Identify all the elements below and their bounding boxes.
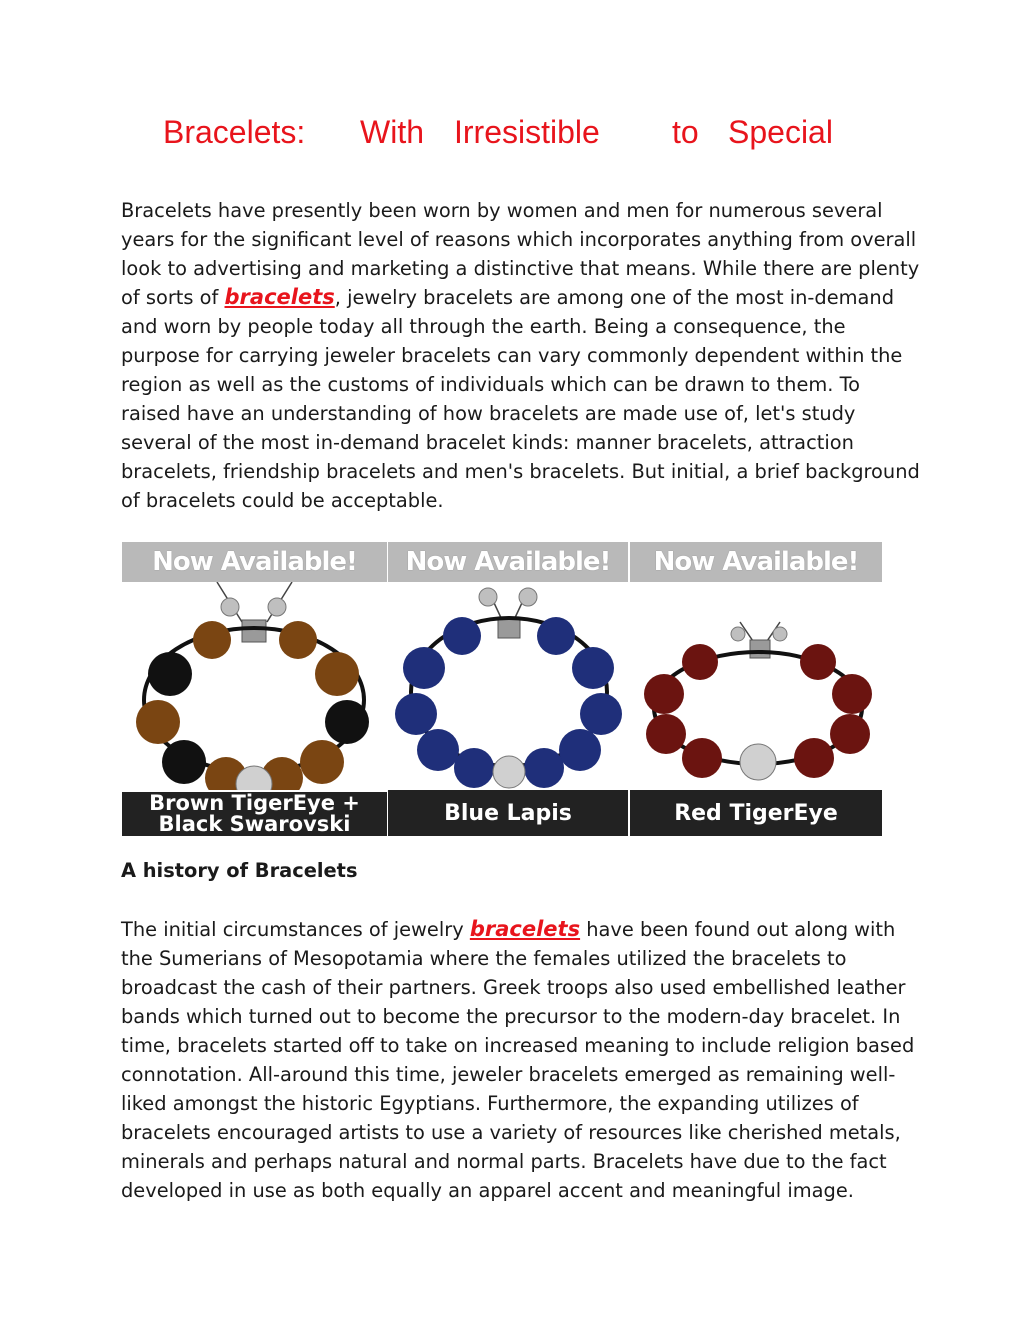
now-available-banner: Now Available! xyxy=(388,542,628,582)
product-caption xyxy=(122,792,387,836)
now-available-banner: Now Available! xyxy=(122,542,387,582)
intro-paragraph xyxy=(121,196,920,515)
text-line: minerals and perhaps natural and normal parts. Bracelets have due to the fact xyxy=(121,1150,887,1173)
bracelets-link[interactable]: bracelets xyxy=(224,285,335,309)
title-word: Special xyxy=(728,114,833,150)
caption-line: Brown TigerEye + xyxy=(149,791,360,815)
now-available-banner: Now Available! xyxy=(630,542,882,582)
bracelet-image xyxy=(630,582,882,790)
product-caption: Red TigerEye xyxy=(630,790,882,836)
text-span: of sorts of xyxy=(121,286,225,309)
text-line: region as well as the customs of individuals which can be drawn to them. To xyxy=(121,373,861,396)
text-line: developed in use as both equally an apparel accent and meaningful image. xyxy=(121,1179,854,1202)
product-image-strip xyxy=(122,542,882,836)
product-card-blue-lapis xyxy=(388,542,628,836)
text-line: raised have an understanding of how bracelets are made use of, let's study xyxy=(121,402,856,425)
text-line xyxy=(121,915,911,944)
text-line xyxy=(121,283,911,312)
bracelet-image xyxy=(388,582,628,790)
text-span: , jewelry bracelets are among one of the most in-demand xyxy=(334,286,895,309)
text-span: The initial circumstances of jewelry xyxy=(121,918,470,941)
history-paragraph xyxy=(121,915,915,1205)
section-heading: A history of Bracelets xyxy=(121,859,358,882)
text-line: and worn by people today all through the earth. Being a consequence, the xyxy=(121,315,846,338)
text-line: Bracelets have presently been worn by women and men for numerous several xyxy=(121,199,883,222)
title-word: to xyxy=(672,114,699,150)
text-line: purpose for carrying jeweler bracelets can vary commonly dependent within the xyxy=(121,344,903,367)
text-line: time, bracelets started off to take on increased meaning to include religion based xyxy=(121,1034,915,1057)
caption-line: Black Swarovski xyxy=(158,812,351,836)
product-card-brown-tigereye xyxy=(122,542,387,836)
text-line: look to advertising and marketing a distinctive that means. While there are plenty xyxy=(121,257,920,280)
title-word: Irresistible xyxy=(454,114,600,150)
bracelet-image xyxy=(122,582,387,790)
product-caption: Blue Lapis xyxy=(388,790,628,836)
text-line: connotation. All-around this time, jeweler bracelets emerged as remaining well- xyxy=(121,1063,896,1086)
text-span: have been found out along with xyxy=(580,918,896,941)
page-title xyxy=(0,110,1024,158)
text-line: bands which turned out to become the precursor to the modern-day bracelet. In xyxy=(121,1005,901,1028)
text-line: several of the most in-demand bracelet kinds: manner bracelets, attraction xyxy=(121,431,854,454)
text-line: broadcast the cash of their partners. Greek troops also used embellished leather xyxy=(121,976,906,999)
text-line: the Sumerians of Mesopotamia where the females utilized the bracelets to xyxy=(121,947,847,970)
text-line: of bracelets could be acceptable. xyxy=(121,489,444,512)
text-line: bracelets encouraged artists to use a variety of resources like cherished metals, xyxy=(121,1121,901,1144)
title-word: Bracelets: xyxy=(163,114,306,150)
text-line: liked amongst the historic Egyptians. Furthermore, the expanding utilizes of xyxy=(121,1092,859,1115)
bracelets-link[interactable]: bracelets xyxy=(469,917,581,941)
title-word: With xyxy=(360,114,424,150)
text-line: bracelets, friendship bracelets and men's bracelets. But initial, a brief background xyxy=(121,460,920,483)
text-line: years for the significant level of reasons which incorporates anything from overall xyxy=(121,228,917,251)
product-card-red-tigereye xyxy=(630,542,882,836)
